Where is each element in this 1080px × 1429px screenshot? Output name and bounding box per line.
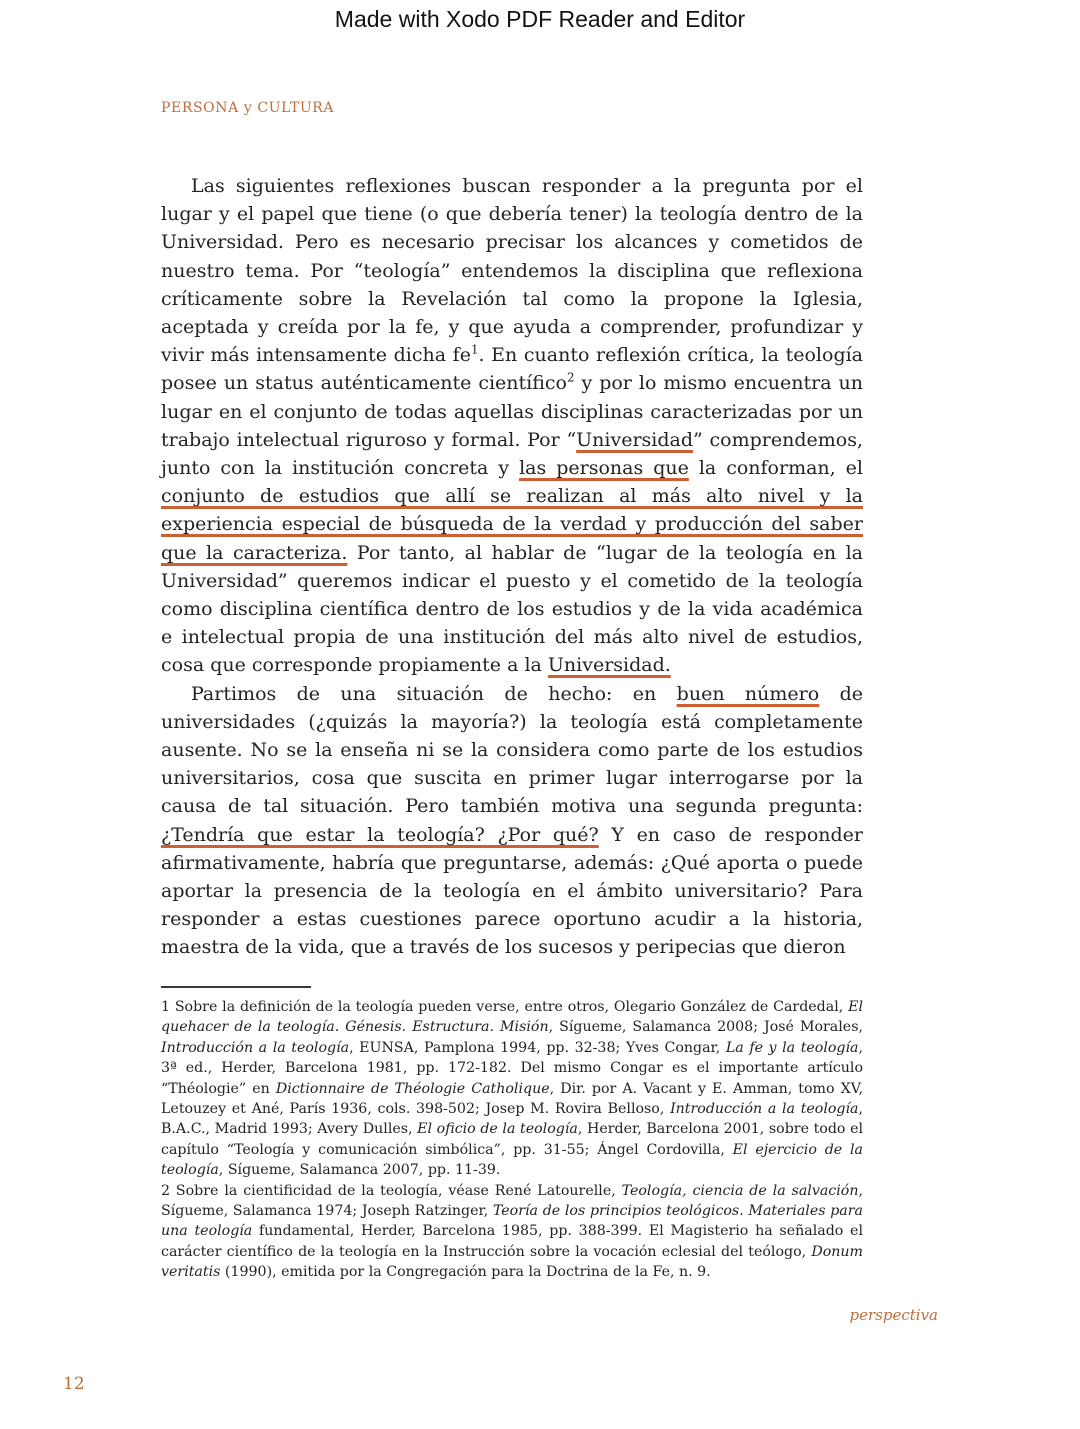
text-run: , Dir. por A. Vacant y E. Amman, tomo XV, Letouzey et Ané, París 1936, cols. 398-502; Josep M. Rovira Belloso,	[161, 1080, 863, 1118]
text-run: El ejercicio de la teología	[161, 1141, 863, 1179]
xodo-watermark: Made with Xodo PDF Reader and Editor	[334, 6, 746, 32]
annotation-underline[interactable]: las personas que	[519, 457, 689, 480]
footnote-separator	[161, 986, 311, 988]
text-run: . En cuanto reflexión crítica, la teología posee un status auténticamente científico	[161, 344, 864, 395]
text-run: , 3ª ed., Herder, Barcelona 1981, pp. 172-182. Del mismo Congar es el importante artículo “Théologie” en	[161, 1039, 864, 1097]
text-run: Por tanto, al hablar de “lugar de la teología en la Universidad” queremos indicar el puesto y el cometido de la teología como disciplina científica dentro de los estudios y de la vida académica e intelectual propia de una institución del más alto nivel de estudios, cosa que corresponde propiamente a la	[161, 541, 863, 677]
journal-label: perspectiva	[849, 1306, 938, 1324]
paragraph-1	[161, 172, 863, 680]
text-run: Teoría de los principios teológicos. Materiales para una teología	[161, 1203, 863, 1240]
text-run: fundamental, Herder, Barcelona 1985, pp. 388-399. El Magisterio ha señalado el carácter científico de la teología en la Instrucción sobre la vocación eclesial del teólogo,	[161, 1223, 863, 1260]
text-run: , Sígueme, Salamanca 2007, pp. 11-39.	[218, 1162, 501, 1179]
text-run: Partimos de una situación de hecho: en	[191, 682, 677, 705]
body-text	[161, 172, 863, 962]
text-run: Introducción a la teología	[670, 1101, 859, 1118]
footnote-reference: 2	[567, 371, 575, 386]
text-run: la conforman, el	[688, 457, 864, 480]
text-run: Introducción a la teología	[161, 1039, 350, 1056]
paragraph-2	[161, 680, 863, 962]
text-run: Donum veritatis	[161, 1243, 863, 1281]
running-head: PERSONA y CULTURA	[161, 100, 335, 116]
text-run: Dictionnaire de Théologie Catholique	[275, 1080, 550, 1097]
annotation-underline[interactable]: conjunto de estudios que allí se realizan al más alto nivel y la experiencia especial de búsqueda de la verdad y producción del saber que la caracteriza.	[161, 485, 863, 564]
text-run: Y en caso de responder afirmativamente, habría que preguntarse, además: ¿Qué aporta o puede aportar la presencia de la teología en el ámbito universitario? Para responder a estas cuestiones parece oportuno acudir a la historia, maestra de la vida, que a través de los sucesos y peripecias que dieron	[161, 823, 863, 959]
annotation-underline[interactable]: ¿Tendría que estar la teología? ¿Por qué?	[161, 823, 599, 846]
text-run: , Sígueme, Salamanca 2008; José Morales,	[548, 1019, 863, 1036]
text-run: (1990), emitida por la Congregación para la Doctrina de la Fe, n. 9.	[220, 1264, 711, 1281]
footnote-1	[161, 997, 863, 1181]
text-run: Teología, ciencia de la salvación	[621, 1182, 859, 1199]
text-run: La fe y la teología	[725, 1039, 859, 1056]
text-run: 1 Sobre la definición de la teología pueden verse, entre otros, Olegario González de Cardedal,	[161, 999, 849, 1015]
footnote-reference: 1	[470, 342, 479, 357]
text-run: El oficio de la teología	[417, 1121, 578, 1138]
text-run: de universidades (¿quizás la mayoría?) la teología está completamente ausente. No se la enseña ni se la considera como parte de los estudios universitarios, cosa que suscita en primer lugar interrogarse por la causa de tal situación. Pero también motiva una segunda pregunta:	[161, 682, 863, 818]
text-run: , B.A.C., Madrid 1993; Avery Dulles,	[161, 1101, 864, 1138]
text-run: ” comprendemos, junto con la institución concreta y	[161, 428, 863, 480]
annotation-underline[interactable]: buen número	[676, 682, 820, 705]
page-number: 12	[63, 1374, 85, 1394]
text-run: El quehacer de la teología. Génesis. Estructura. Misión	[161, 999, 863, 1036]
annotation-underline[interactable]: Universidad	[576, 428, 694, 451]
text-run: , EUNSA, Pamplona 1994, pp. 32-38; Yves Congar,	[349, 1039, 726, 1056]
text-run: , Sígueme, Salamanca 1974; Joseph Ratzinger,	[161, 1182, 863, 1220]
text-run: 2 Sobre la cientificidad de la teología, véase René Latourelle,	[161, 1182, 622, 1199]
text-run: Las siguientes reflexiones buscan responder a la pregunta por el lugar y el papel que tiene (o que debería tener) la teología dentro de la Universidad. Pero es necesario precisar los alcances y cometidos de nuestro tema. Por “teología” entendemos la disciplina que reflexiona críticamente sobre la Revelación tal como la propone la Iglesia, aceptada y creída por la fe, y que ayuda a comprender, profundizar y vivir más intensamente dicha fe	[161, 175, 863, 367]
footnotes	[161, 997, 863, 1283]
text-run: , Herder, Barcelona 2001, sobre todo el capítulo “Teología y comunicación simbólica”, pp. 31-55; Ángel Cordovilla,	[161, 1121, 864, 1158]
annotation-underline[interactable]: Universidad.	[547, 654, 671, 677]
footnote-2	[161, 1181, 863, 1283]
text-run: y por lo mismo encuentra un lugar en el conjunto de todas aquellas disciplinas caracterizadas por un trabajo intelectual riguroso y formal. Por “	[161, 372, 863, 451]
